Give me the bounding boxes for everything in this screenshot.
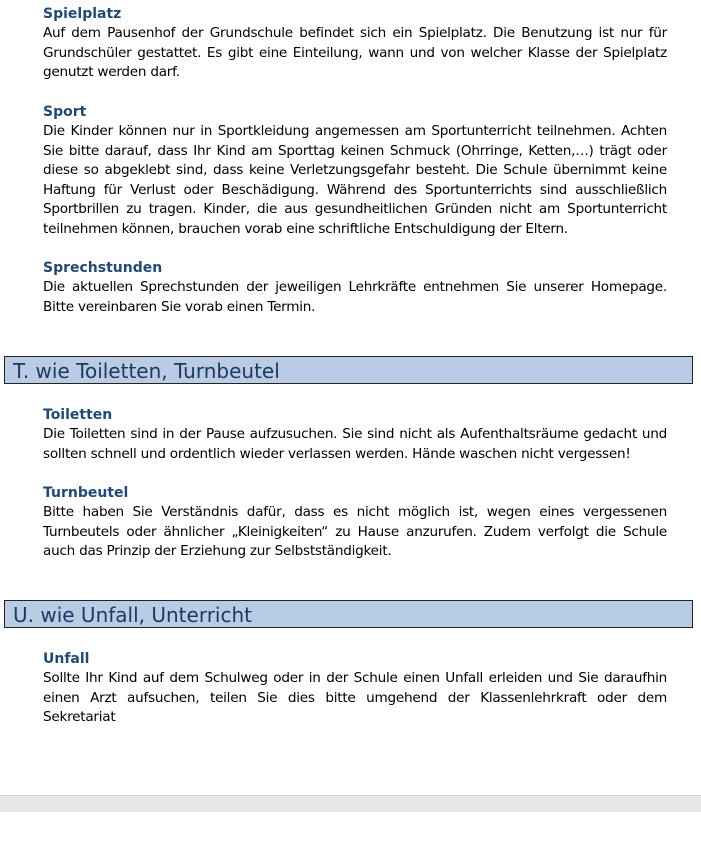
entry-text: Sollte Ihr Kind auf dem Schulweg oder in der Schule einen Unfall erleiden und Sie daraufhin einen Arzt aufsuchen, teilen Sie dies bitte umgehend der Klassenlehrkraft oder dem Sekretariat <box>43 670 667 725</box>
section-heading-text: T. wie Toiletten, Turnbeutel <box>13 359 280 383</box>
entry-title: Sprechstunden <box>43 260 163 276</box>
entry-title: Toiletten <box>43 407 113 423</box>
entry-text: Die aktuellen Sprechstunden der jeweiligen Lehrkräfte entnehmen Sie unserer Homepage. Bitte vereinbaren Sie vorab einen Termin. <box>43 279 667 315</box>
entry-text: Die Toiletten sind in der Pause aufzusuchen. Sie sind nicht als Aufenthaltsräume gedacht und sollten schnell und ordentlich wieder verlassen werden. Hände waschen nicht vergessen! <box>43 426 667 462</box>
section-heading-text: U. wie Unfall, Unterricht <box>13 603 252 627</box>
entry-toiletten <box>43 406 667 464</box>
entry-title: Sport <box>43 104 87 120</box>
entry-text: Bitte haben Sie Verständnis dafür, dass es nicht möglich ist, wegen eines vergessenen Turnbeutels oder ähnlicher „Kleinigkeiten“ zu Hause anzurufen. Zudem verfolgt die Schule auch das Prinzip der Erziehung zur Selbstständigkeit. <box>43 504 667 559</box>
horizontal-scrollbar[interactable] <box>0 795 701 812</box>
section-heading-t <box>4 356 693 384</box>
entry-sport <box>43 103 667 239</box>
entry-sprechstunden <box>43 259 667 317</box>
entry-text: Die Kinder können nur in Sportkleidung angemessen am Sportunterricht teilnehmen. Achten Sie bitte darauf, dass Ihr Kind am Sporttag keinen Schmuck (Ohrringe, Ketten,…) trägt oder diese so abgeklebt sind, dass keine Verletzungsgefahr besteht. Die Schule übernimmt keine Haftung für Verlust oder Beschädigung. Während des Sportunterrichts sind ausschließlich Sportbrillen zu tragen. Kinder, die aus gesundheitlichen Gründen nicht am Sportunterricht teilnehmen können, brauchen vorab eine schriftliche Entschuldigung der Eltern. <box>43 123 667 237</box>
entry-turnbeutel <box>43 484 667 562</box>
entry-unfall <box>43 650 667 728</box>
entry-spielplatz <box>43 5 667 83</box>
entry-title: Turnbeutel <box>43 485 129 501</box>
section-heading-u <box>4 600 693 628</box>
entry-text: Auf dem Pausenhof der Grundschule befindet sich ein Spielplatz. Die Benutzung ist nur für Grundschüler gestattet. Es gibt eine Einteilung, wann und von welcher Klasse der Spielplatz genutzt werden darf. <box>43 25 667 80</box>
entry-title: Spielplatz <box>43 6 122 22</box>
entry-title: Unfall <box>43 651 90 667</box>
